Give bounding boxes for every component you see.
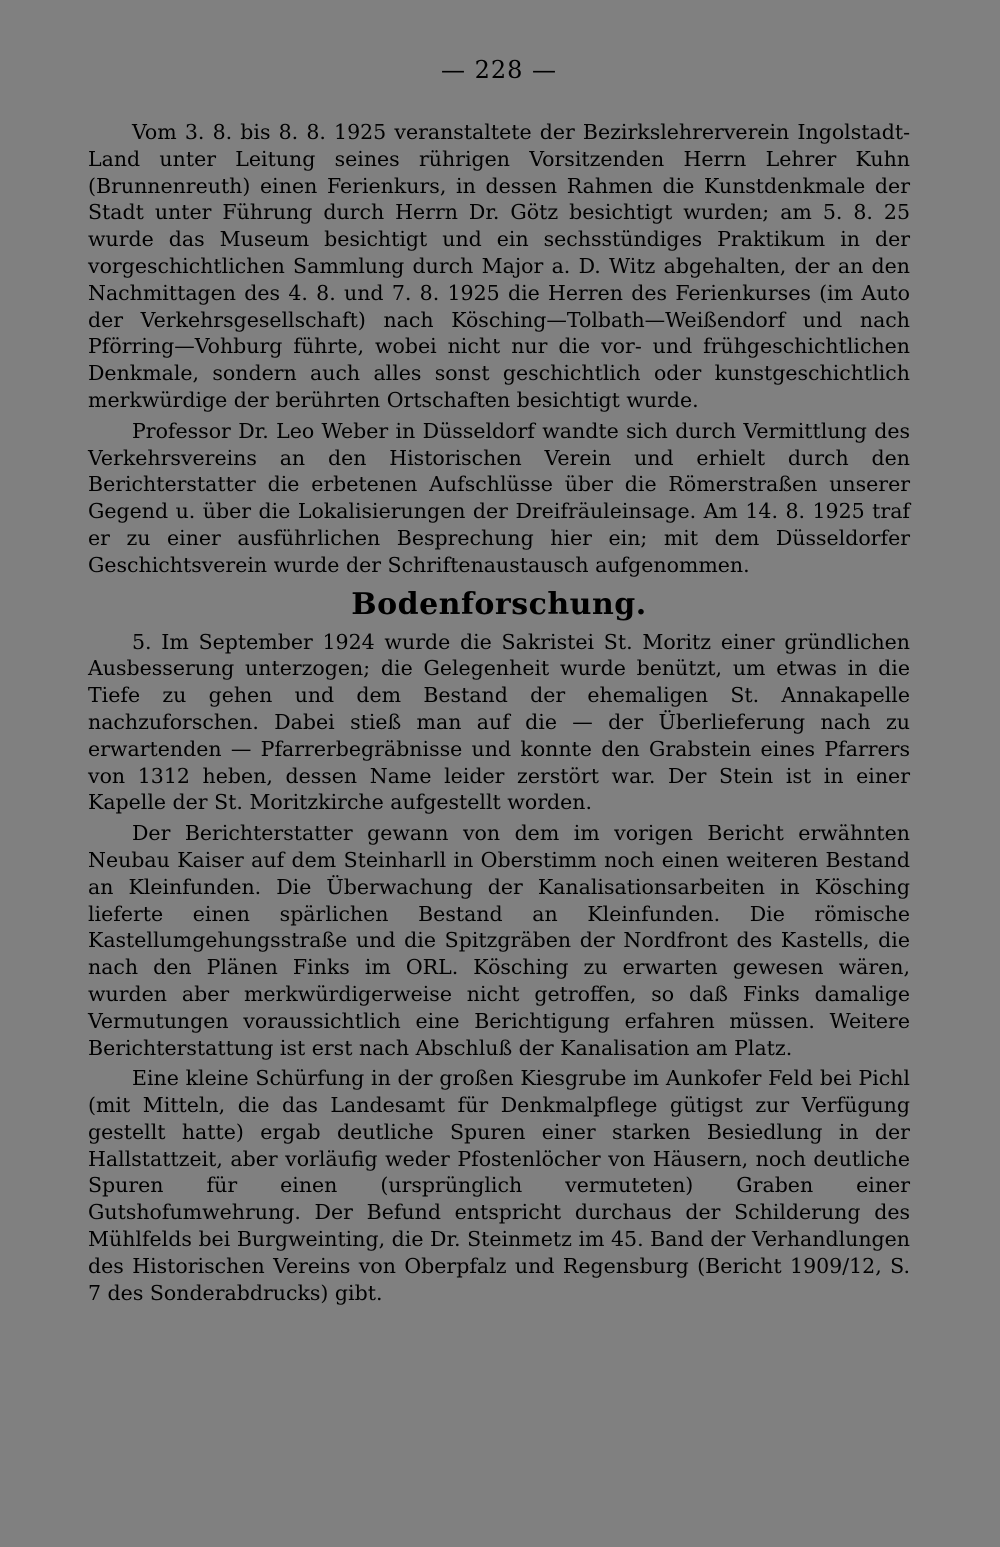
- paragraph-schuerfung: Eine kleine Schürfung in der großen Kiesgrube im Aunkofer Feld bei Pichl (mit Mitteln, die das Landesamt für Denkmalpflege gütigst zur Verfügung gestellt hatte) ergab deutliche Spuren einer starken Besiedlung in der Hallstattzeit, aber vorläufig weder Pfostenlöcher von Häusern, noch deutliche Spuren für einen (ursprünglich vermuteten) Graben einer Gutshofumwehrung. Der Befund entspricht durchaus der Schilderung des Mühlfelds bei Burgweinting, die Dr. Steinmetz im 45. Band der Verhandlungen des Historischen Vereins von Oberpfalz und Regensburg (Bericht 1909/12, S. 7 des Sonderabdrucks) gibt.: [88, 1066, 910, 1305]
- paragraph-ferienkurs: Vom 3. 8. bis 8. 8. 1925 veranstaltete der Bezirkslehrerverein Ingolstadt-Land unter Leitung seines rührigen Vorsitzenden Herrn Lehrer Kuhn (Brunnenreuth) einen Ferienkurs, in dessen Rahmen die Kunstdenkmale der Stadt unter Führung durch Herrn Dr. Götz besichtigt wurden; am 5. 8. 25 wurde das Museum besichtigt und ein sechsstündiges Praktikum in der vorgeschichtlichen Sammlung durch Major a. D. Witz abgehalten, der an den Nachmittagen des 4. 8. und 7. 8. 1925 die Herren des Ferienkurses (im Auto der Verkehrsgesellschaft) nach Kösching—Tolbath—Weißendorf und nach Pförring—Vohburg führte, wobei nicht nur die vor- und frühgeschichtlichen Denkmale, sondern auch alles sonst geschichtlich oder kunstgeschichtlich merkwürdige der berührten Ortschaften besichtigt wurde.: [88, 120, 910, 412]
- paragraph-weber: Professor Dr. Leo Weber in Düsseldorf wandte sich durch Vermittlung des Verkehrsvereins an den Historischen Verein und erhielt durch den Berichterstatter die erbetenen Aufschlüsse über die Römerstraßen unserer Gegend u. über die Lokalisierungen der Dreifräuleinsage. Am 14. 8. 1925 traf er zu einer ausführlichen Besprechung hier ein; mit dem Düsseldorfer Geschichtsverein wurde der Schriftenaustausch aufgenommen.: [88, 418, 910, 577]
- document-page: [88, 55, 910, 1306]
- paragraph-sakristei: 5. Im September 1924 wurde die Sakristei St. Moritz einer gründlichen Ausbesserung unterzogen; die Gelegenheit wurde benützt, um etwas in die Tiefe zu gehen und dem Bestand der ehemaligen St. Annakapelle nachzuforschen. Dabei stieß man auf die — der Überlieferung nach zu erwartenden — Pfarrerbegräbnisse und konnte den Grabstein eines Pfarrers von 1312 heben, dessen Name leider zerstört war. Der Stein ist in einer Kapelle der St. Moritzkirche aufgestellt worden.: [88, 629, 910, 815]
- page-number: — 228 —: [440, 56, 558, 84]
- paragraph-berichterstatter: Der Berichterstatter gewann von dem im vorigen Bericht erwähnten Neubau Kaiser auf dem Steinharll in Oberstimm noch einen weiteren Bestand an Kleinfunden. Die Überwachung der Kanalisationsarbeiten in Kösching lieferte einen spärlichen Bestand an Kleinfunden. Die römische Kastellumgehungsstraße und die Spitzgräben der Nordfront des Kastells, die nach den Plänen Finks im ORL. Kösching zu erwarten gewesen wären, wurden aber merkwürdigerweise nicht getroffen, so daß Finks damalige Vermutungen voraussichtlich eine Berichtigung erfahren müssen. Weitere Berichterstattung ist erst nach Abschluß der Kanalisation am Platz.: [88, 821, 910, 1060]
- section-heading: Bodenforschung.: [351, 586, 647, 622]
